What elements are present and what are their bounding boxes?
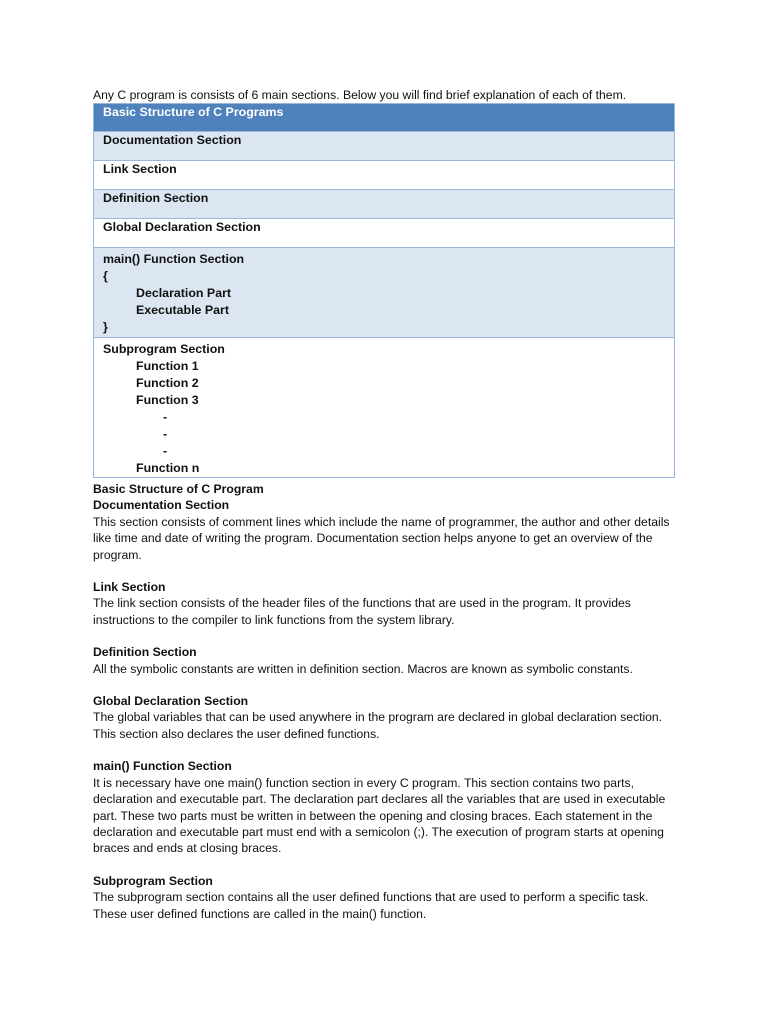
intro-text: Any C program is consists of 6 main sections. Below you will find brief explanation of each of them. — [93, 88, 627, 102]
dash-2: - — [163, 427, 168, 441]
section-title: Definition Section — [93, 645, 197, 660]
section-body: The global variables that can be used anywhere in the program are declared in global declaration section. This section also declares the user defined functions. — [93, 710, 663, 741]
table-row — [94, 190, 675, 219]
section-body: The subprogram section contains all the user defined functions that are used to perform a specific task. These user defined functions are called in the main() function. — [93, 890, 649, 921]
function-3: Function 3 — [136, 393, 199, 407]
function-2: Function 2 — [136, 376, 199, 390]
executable-part: Executable Part — [136, 303, 229, 317]
section-subprogram — [93, 873, 683, 922]
section-documentation — [93, 497, 683, 563]
function-n: Function n — [136, 461, 200, 475]
table-row — [94, 219, 675, 248]
dash-1: - — [163, 410, 168, 424]
declaration-part: Declaration Part — [136, 286, 232, 300]
structure-table — [93, 103, 675, 478]
table-row — [94, 132, 675, 161]
section-main — [93, 758, 683, 856]
row-subprogram — [94, 338, 675, 478]
table-header: Basic Structure of C Programs — [94, 104, 675, 132]
section-definition — [93, 644, 683, 677]
content — [93, 481, 683, 922]
section-body: This section consists of comment lines which include the name of programmer, the author and other details like time and date of writing the program. Documentation section helps anyone to get an overview of the program. — [93, 514, 670, 562]
row-documentation: Documentation Section — [94, 132, 675, 161]
section-title: Link Section — [93, 580, 166, 595]
subprogram-title: Subprogram Section — [103, 342, 225, 356]
dash-3: - — [163, 444, 168, 458]
section-title: Global Declaration Section — [93, 694, 249, 709]
section-link — [93, 579, 683, 628]
section-title: main() Function Section — [93, 759, 232, 774]
table-row — [94, 161, 675, 190]
row-link: Link Section — [94, 161, 675, 190]
close-brace: } — [103, 320, 108, 334]
row-main — [94, 248, 675, 338]
function-1: Function 1 — [136, 359, 199, 373]
section-body: It is necessary have one main() function section in every C program. This section contains two parts, declaration and executable part. The declaration part declares all the variables that are used in executable part. These two parts must be written in between the opening and closing braces. Each statement in the declaration and executable part must end with a semicolon (;). The execution of program starts at opening braces and ends at closing braces. — [93, 775, 666, 856]
section-body: The link section consists of the header files of the functions that are used in the program. It provides instructions to the compiler to link functions from the system library. — [93, 596, 631, 627]
open-brace: { — [103, 269, 108, 283]
section-body: All the symbolic constants are written in definition section. Macros are known as symbolic constants. — [93, 661, 633, 676]
document-page — [93, 87, 683, 938]
main-title: main() Function Section — [103, 252, 245, 266]
table-header-row — [94, 104, 675, 132]
row-global: Global Declaration Section — [94, 219, 675, 248]
table-caption: Basic Structure of C Program — [93, 482, 264, 496]
section-title: Documentation Section — [93, 498, 230, 513]
section-title: Subprogram Section — [93, 873, 213, 888]
table-row — [94, 248, 675, 338]
table-row — [94, 338, 675, 478]
section-global — [93, 693, 683, 742]
row-definition: Definition Section — [94, 190, 675, 219]
